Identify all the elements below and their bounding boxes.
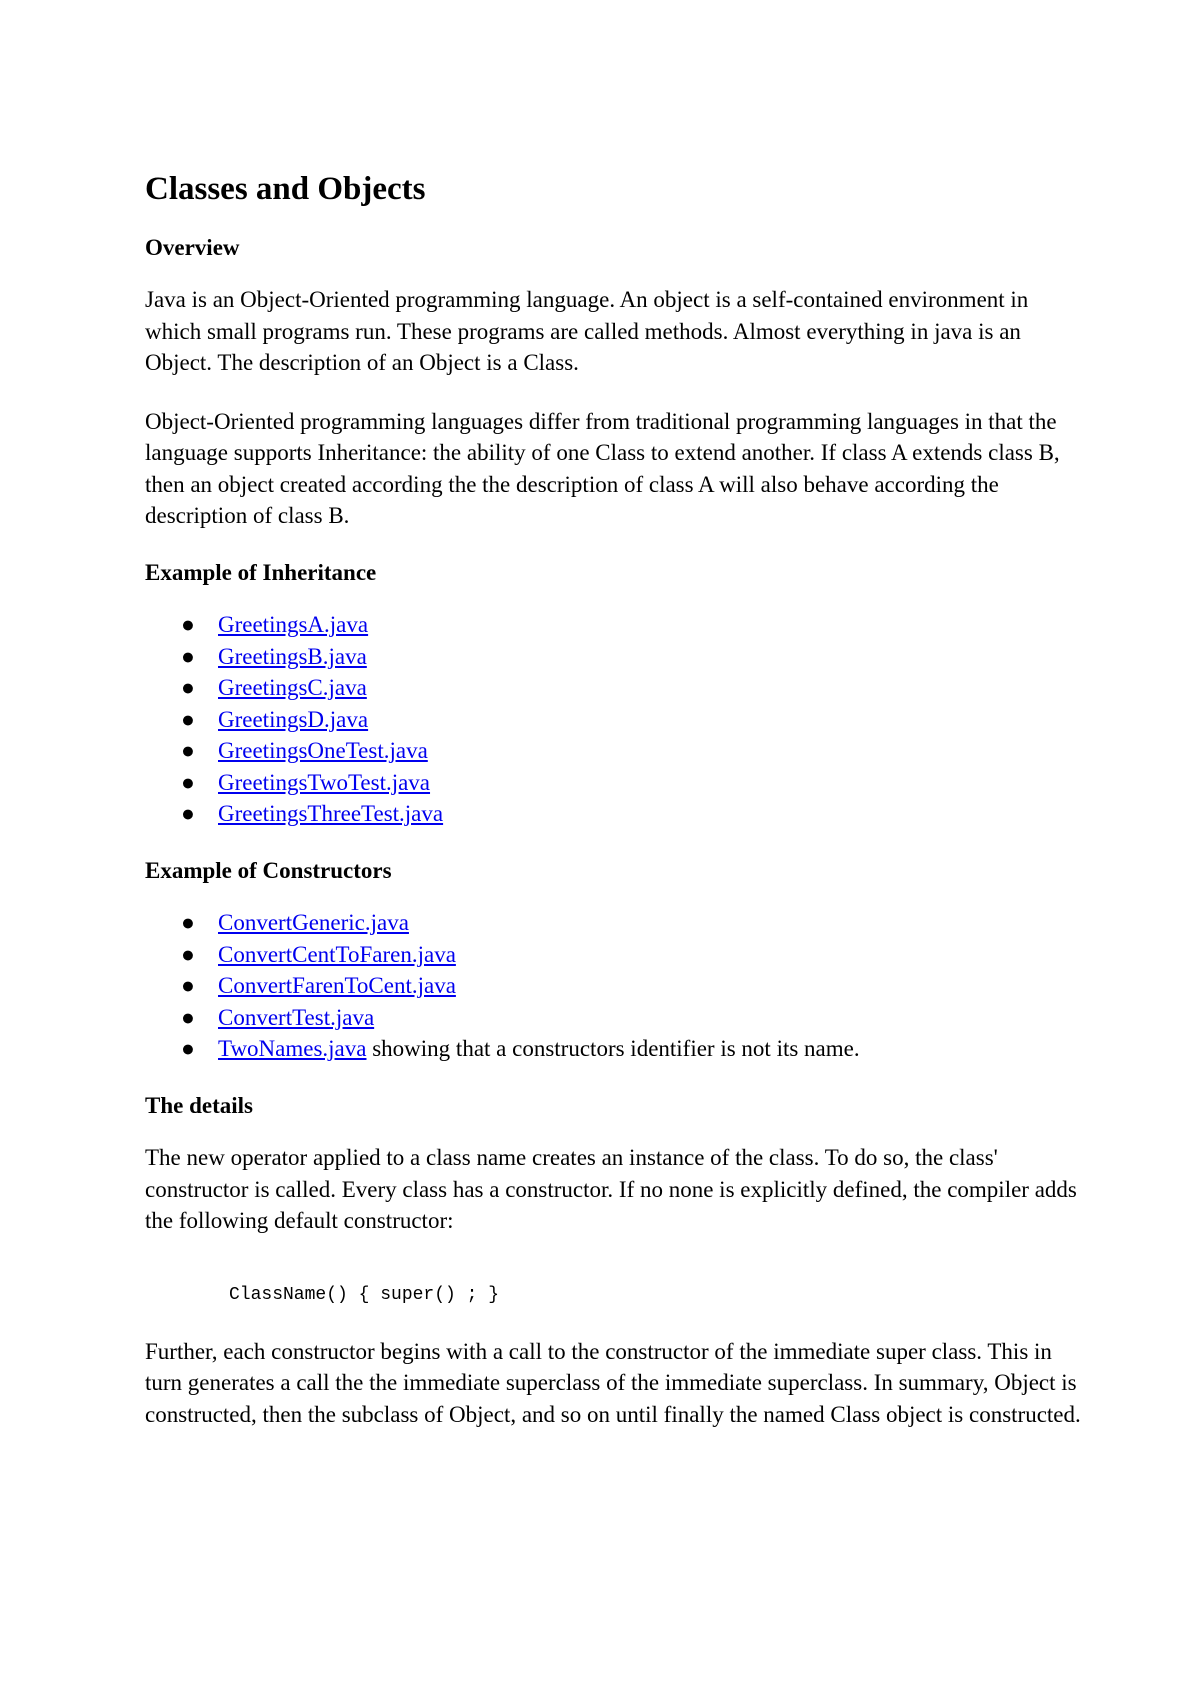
link-convert-cent-to-faren[interactable]: ConvertCentToFaren.java <box>218 941 456 967</box>
list-item <box>145 798 1085 830</box>
link-convert-faren-to-cent[interactable]: ConvertFarenToCent.java <box>218 973 456 999</box>
bullet-icon: ● <box>181 941 195 967</box>
bullet-icon: ● <box>181 675 195 701</box>
bullet-icon: ● <box>181 612 195 638</box>
overview-paragraph-2: Object-Oriented programming languages differ from traditional programming languages in that the language supports Inheritance: the ability of one Class to extend another. If class A extends class B, then an object created according the the description of class A will also behave according the description of class B. <box>145 408 1060 529</box>
bullet-icon: ● <box>181 1004 195 1030</box>
link-convert-test[interactable]: ConvertTest.java <box>218 1004 375 1030</box>
link-greetings-one-test[interactable]: GreetingsOneTest.java <box>218 738 428 764</box>
list-item <box>145 939 1085 971</box>
bullet-icon: ● <box>181 643 195 669</box>
inheritance-heading: Example of Inheritance <box>145 559 377 585</box>
details-paragraph-2: Further, each constructor begins with a call to the constructor of the immediate super class. This in turn generates a call the the immediate superclass of the immediate superclass. In summary, Object is constructed, then the subclass of Object, and so on until finally the named Class object is constructed. <box>145 1338 1081 1427</box>
default-constructor-code: ClassName() { super() ; } <box>229 1284 500 1305</box>
link-greetings-three-test[interactable]: GreetingsThreeTest.java <box>218 801 444 827</box>
bullet-icon: ● <box>181 1036 195 1062</box>
list-item <box>145 1033 1085 1065</box>
list-item <box>145 641 1085 673</box>
link-greetings-two-test[interactable]: GreetingsTwoTest.java <box>218 769 431 795</box>
document-page <box>145 170 1085 1457</box>
link-greetings-d[interactable]: GreetingsD.java <box>218 706 369 732</box>
list-item <box>145 672 1085 704</box>
details-heading: The details <box>145 1092 253 1118</box>
link-greetings-b[interactable]: GreetingsB.java <box>218 643 367 669</box>
bullet-icon: ● <box>181 973 195 999</box>
list-item <box>145 704 1085 736</box>
list-item <box>145 767 1085 799</box>
bullet-icon: ● <box>181 706 195 732</box>
bullet-icon: ● <box>181 738 195 764</box>
constructors-heading: Example of Constructors <box>145 857 392 883</box>
bullet-icon: ● <box>181 769 195 795</box>
link-greetings-a[interactable]: GreetingsA.java <box>218 612 369 638</box>
overview-paragraph-1: Java is an Object-Oriented programming language. An object is a self-contained environment in which small programs run. These programs are called methods. Almost everything in java is an Object. The description of an Object is a Class. <box>145 287 1029 376</box>
page-title: Classes and Objects <box>145 171 426 207</box>
list-item <box>145 609 1085 641</box>
two-names-description: showing that a constructors identifier is not its name. <box>366 1036 860 1062</box>
list-item <box>145 735 1085 767</box>
details-paragraph-1: The new operator applied to a class name creates an instance of the class. To do so, the class' constructor is called. Every class has a constructor. If no none is explicitly defined, the compiler adds the following default constructor: <box>145 1145 1077 1234</box>
link-greetings-c[interactable]: GreetingsC.java <box>218 675 367 701</box>
list-item <box>145 1002 1085 1034</box>
link-convert-generic[interactable]: ConvertGeneric.java <box>218 910 409 936</box>
link-two-names[interactable]: TwoNames.java <box>218 1036 367 1062</box>
constructors-list <box>145 907 1085 1065</box>
bullet-icon: ● <box>181 801 195 827</box>
overview-heading: Overview <box>145 234 240 260</box>
bullet-icon: ● <box>181 910 195 936</box>
list-item <box>145 970 1085 1002</box>
inheritance-list <box>145 609 1085 830</box>
list-item <box>145 907 1085 939</box>
